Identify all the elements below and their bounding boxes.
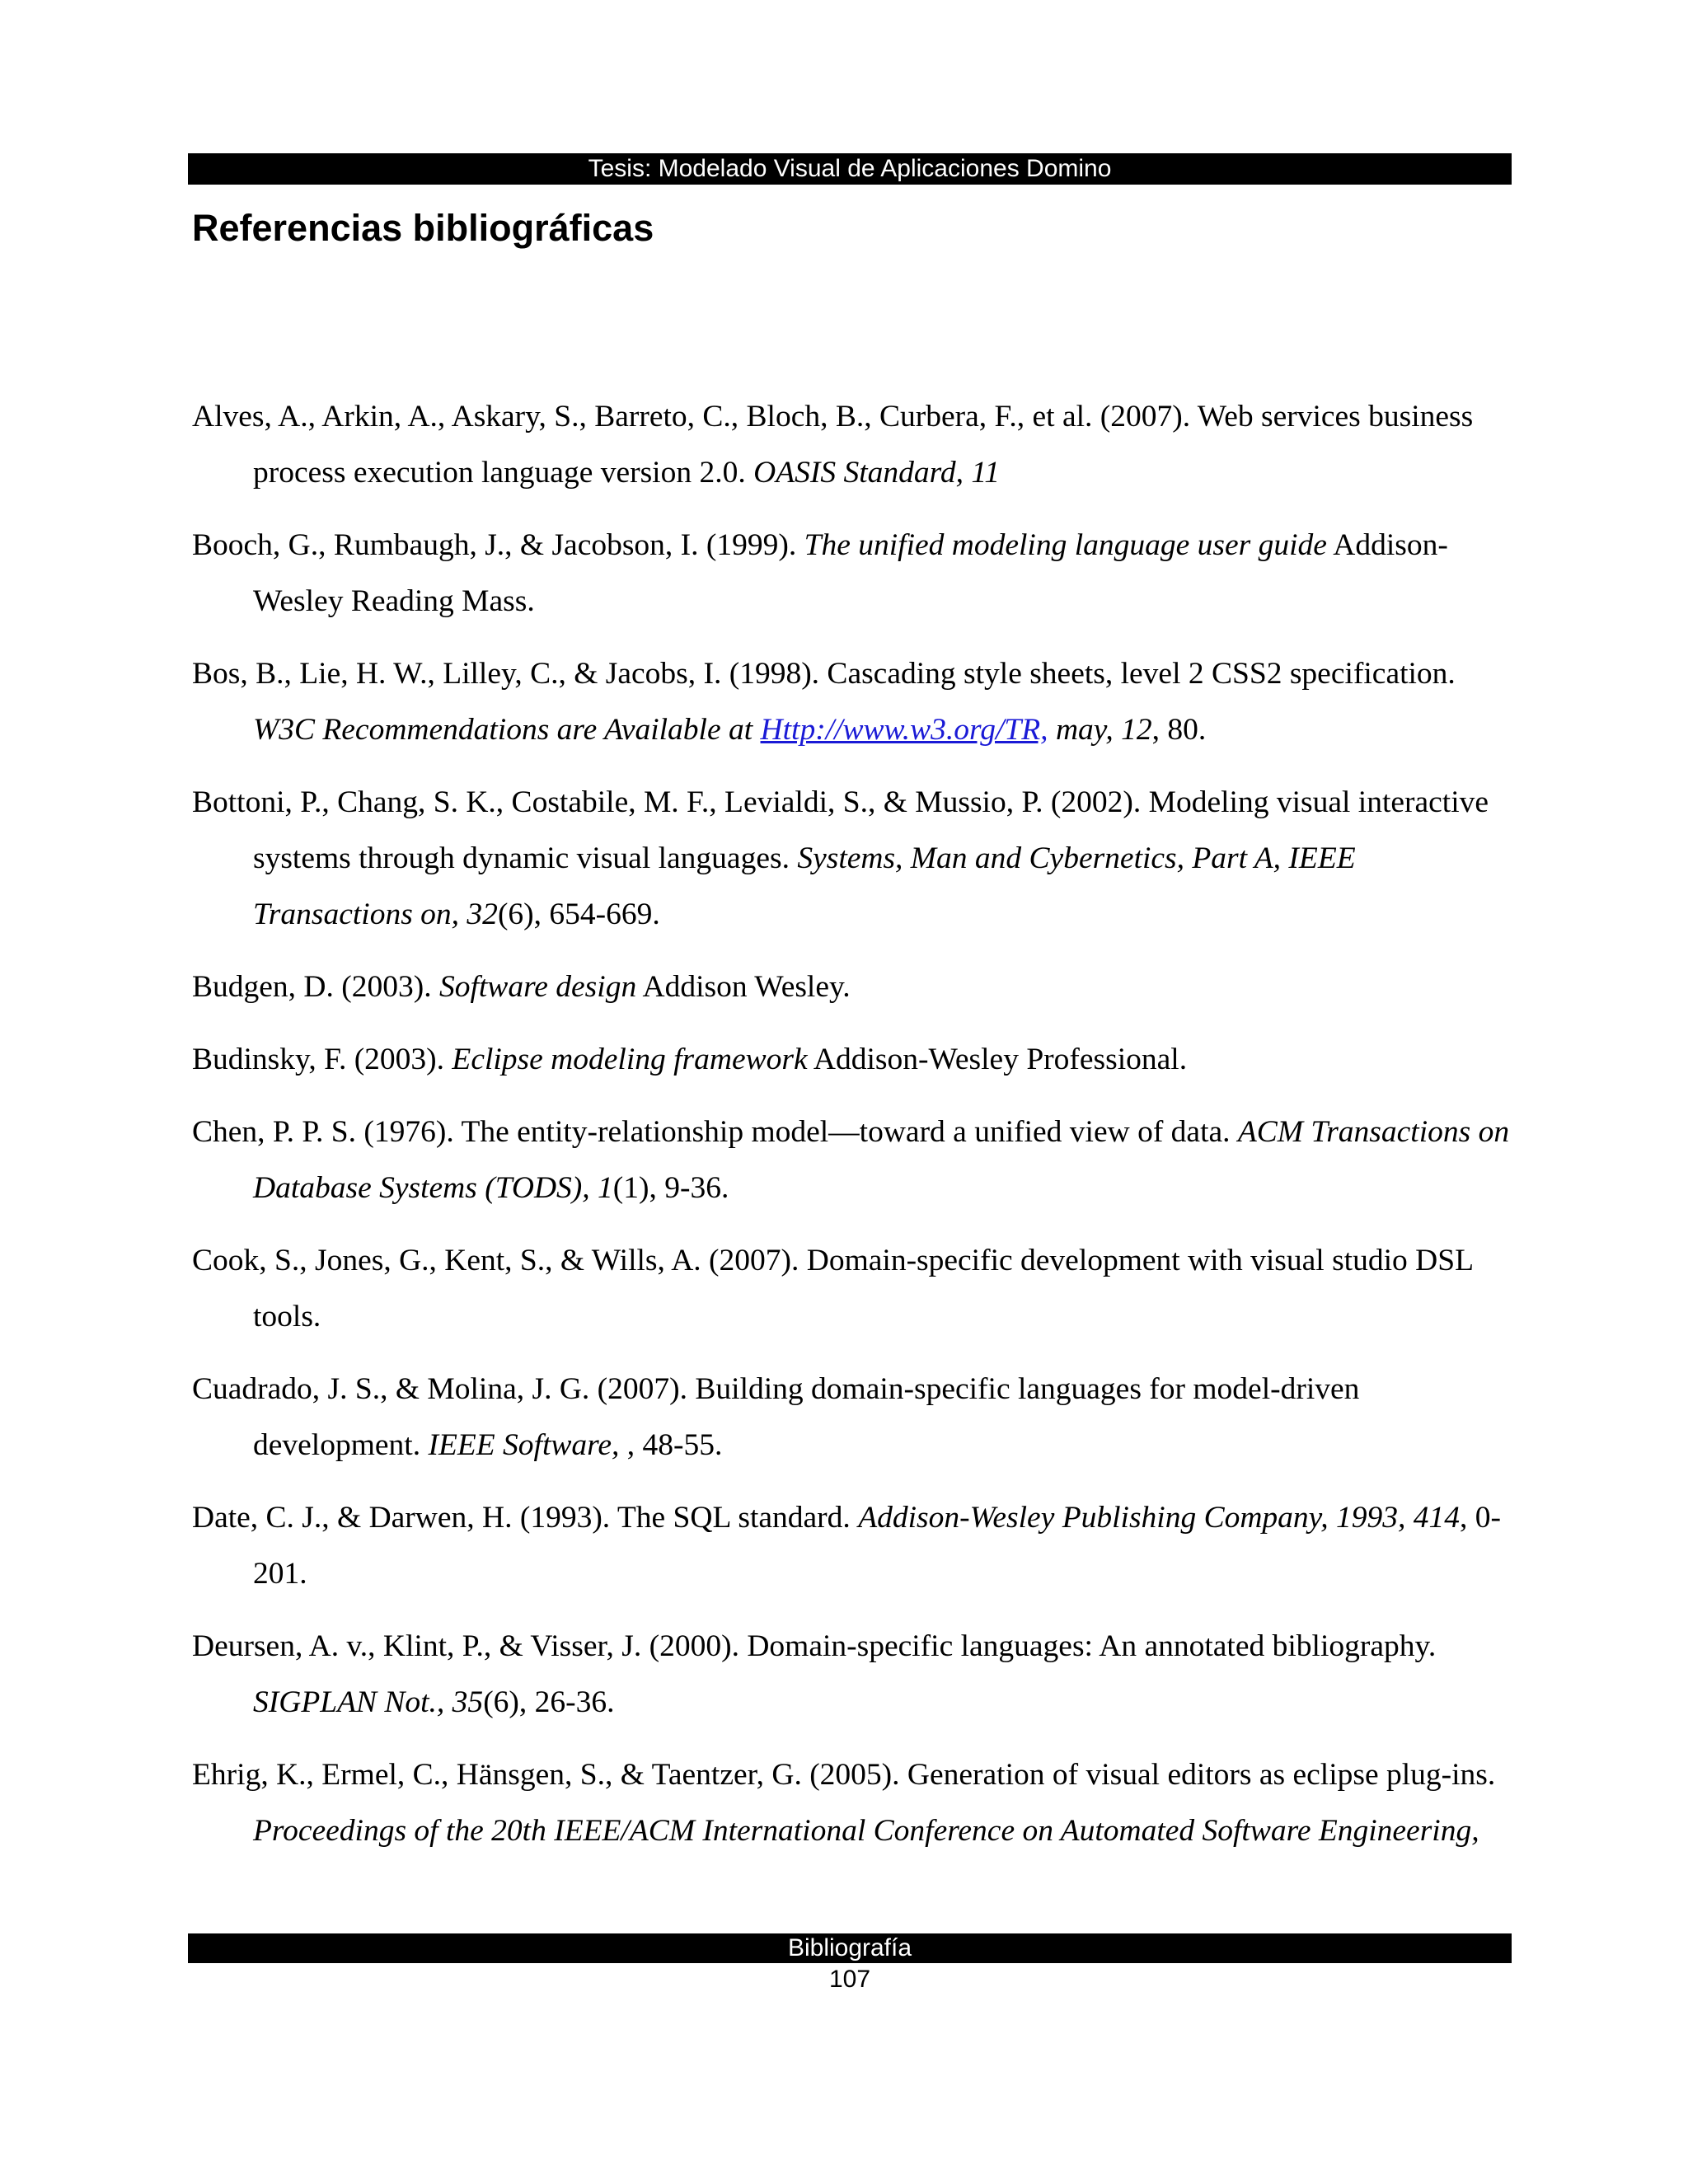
reference-pages: , 48-55. [626, 1428, 723, 1462]
reference-source: Software design [438, 970, 637, 1004]
reference-pages: (6), 26-36. [483, 1685, 615, 1719]
reference-pages: , 0-201. [253, 1501, 1502, 1591]
reference-text: Bottoni, P., Chang, S. K., Costabile, M. F., Levialdi, S., & Mussio, P. (2002). Modeling visual interactive systems through dynamic visual languages. [192, 785, 1489, 875]
reference-source: IEEE Software, [428, 1428, 627, 1462]
reference-source: Systems, Man and Cybernetics, Part A, IEEE Transactions on, 32 [253, 841, 1356, 931]
reference-source: Eclipse modeling framework [452, 1043, 808, 1076]
reference-link[interactable]: Http://www.w3.org/TR, [760, 713, 1048, 747]
reference-item-date [192, 1490, 1511, 1602]
reference-text: Deursen, A. v., Klint, P., & Visser, J. (2000). Domain-specific languages: An annotated bibliography. [192, 1629, 1437, 1663]
reference-item-ehrig [192, 1747, 1511, 1859]
reference-item-deursen [192, 1619, 1511, 1731]
reference-source: The unified modeling language user guide [804, 528, 1327, 562]
reference-text: Ehrig, K., Ermel, C., Hänsgen, S., & Taentzer, G. (2005). Generation of visual editors as eclipse plug-ins. [192, 1758, 1496, 1792]
reference-item-budinsky [192, 1032, 1511, 1088]
reference-pages: (6), 654-669. [497, 898, 660, 931]
reference-pages: , 80. [1151, 713, 1207, 747]
reference-source-detail: may, 12 [1048, 713, 1152, 747]
reference-item-bottoni [192, 775, 1511, 943]
reference-source: Proceedings of the 20th IEEE/ACM International Conference on Automated Software Engineering, [253, 1814, 1479, 1848]
reference-text: Budgen, D. (2003). [192, 970, 439, 1004]
reference-source: OASIS Standard, 11 [753, 456, 1001, 490]
reference-item-cook [192, 1233, 1511, 1345]
section-title: Referencias bibliográficas [192, 207, 654, 249]
reference-pages: (1), 9-36. [612, 1171, 729, 1205]
reference-item-cuadrado [192, 1361, 1511, 1474]
reference-source: ACM Transactions on Database Systems (TODS), 1 [253, 1115, 1510, 1205]
reference-item-budgen [192, 959, 1511, 1015]
reference-text: Cuadrado, J. S., & Molina, J. G. (2007). Building domain-specific languages for model-driven development. [192, 1372, 1360, 1462]
reference-item-booch [192, 518, 1511, 630]
running-header-title: Tesis: Modelado Visual de Aplicaciones Domino [588, 155, 1112, 182]
reference-text: Budinsky, F. (2003). [192, 1043, 452, 1076]
running-header [188, 153, 1512, 185]
reference-text: Booch, G., Rumbaugh, J., & Jacobson, I. (1999). [192, 528, 804, 562]
reference-text: Cook, S., Jones, G., Kent, S., & Wills, A. (2007). Domain-specific development with visual studio DSL tools. [192, 1244, 1473, 1333]
reference-source: W3C Recommendations are Available at [253, 713, 761, 747]
running-footer [188, 1933, 1512, 1963]
reference-item-bos [192, 646, 1511, 758]
reference-publisher: Addison-Wesley Professional. [807, 1043, 1188, 1076]
page-number: 107 [828, 1966, 871, 1993]
reference-text: Date, C. J., & Darwen, H. (1993). The SQL standard. [192, 1501, 859, 1535]
reference-text: Chen, P. P. S. (1976). The entity-relationship model—toward a unified view of data. [192, 1115, 1238, 1149]
reference-text: Bos, B., Lie, H. W., Lilley, C., & Jacobs, I. (1998). Cascading style sheets, level 2 CSS2 specification. [192, 657, 1456, 691]
reference-list [192, 389, 1511, 1876]
reference-publisher: Addison Wesley. [636, 970, 851, 1004]
reference-source: Addison-Wesley Publishing Company, 1993, 414 [858, 1501, 1461, 1535]
reference-source: SIGPLAN Not., 35 [253, 1685, 484, 1719]
reference-publisher: Addison-Wesley Reading Mass. [253, 528, 1448, 618]
reference-text: Alves, A., Arkin, A., Askary, S., Barreto, C., Bloch, B., Curbera, F., et al. (2007). Web services business process execution language version 2.0. [192, 400, 1474, 490]
running-footer-label: Bibliografía [787, 1934, 912, 1961]
reference-item-chen [192, 1104, 1511, 1216]
reference-item-alves [192, 389, 1511, 501]
